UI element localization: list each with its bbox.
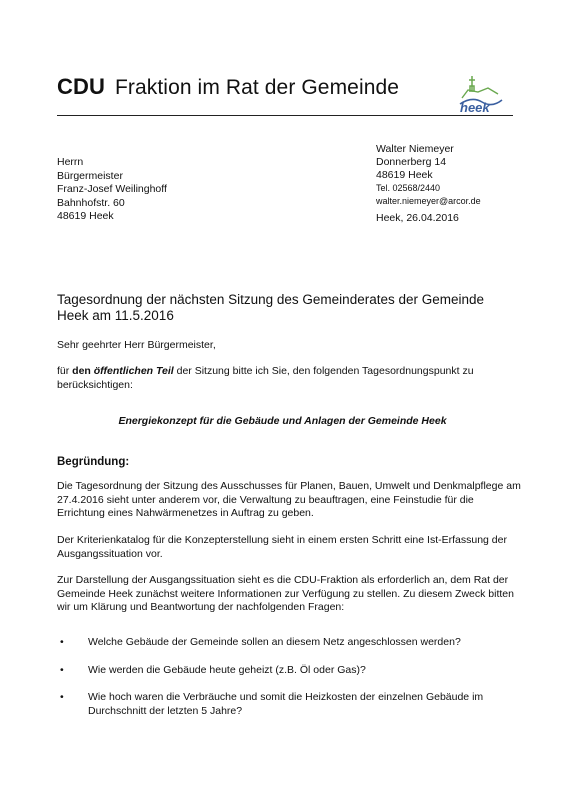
letter-date: Heek, 26.04.2016	[376, 212, 459, 224]
request-emphasis: den	[72, 365, 94, 377]
salutation: Sehr geehrter Herr Bürgermeister,	[57, 339, 216, 351]
letter-subject: Tagesordnung der nächsten Sitzung des Gemeinderates der Gemeinde Heek am 11.5.2016	[57, 292, 485, 323]
question-text: Wie werden die Gebäude heute geheizt (z.B. Öl oder Gas)?	[88, 663, 366, 676]
recipient-line: Herrn	[57, 156, 84, 168]
body-paragraph: Die Tagesordnung der Sitzung des Ausschusses für Planen, Bauen, Umwelt und Denkmalpflege am 27.4.2016 sieht unter anderem vor, die Verwaltung zu beauftragen, eine Feinstudie für die Errichtung eines Nahwärmenetzes in Auftrag zu geben.	[57, 480, 521, 519]
sender-city: 48619 Heek	[376, 169, 433, 181]
recipient-line: Franz-Josef Weilinghoff	[57, 183, 167, 195]
sender-address	[376, 143, 481, 208]
party-name: CDU	[57, 74, 105, 99]
bullet-icon: •	[60, 663, 64, 676]
recipient-line: Bahnhofstr. 60	[57, 196, 125, 209]
bullet-icon: •	[60, 636, 64, 648]
agenda-item: Energiekonzept für die Gebäude und Anlagen der Gemeinde Heek	[118, 415, 447, 427]
request-text: für	[57, 365, 73, 377]
sender-street: Donnerberg 14	[376, 156, 447, 168]
reason-heading: Begründung:	[57, 456, 130, 468]
recipient-line: 48619 Heek	[57, 210, 114, 222]
list-item	[57, 636, 527, 650]
list-item	[57, 664, 527, 678]
list-item	[57, 691, 527, 718]
sender-name: Walter Niemeyer	[376, 143, 454, 155]
recipient-address	[57, 156, 167, 224]
request-emphasis-italic: öffentlichen Teil	[93, 365, 174, 377]
letterhead-title	[57, 74, 399, 100]
request-paragraph	[57, 365, 522, 392]
recipient-line: Bürgermeister	[57, 169, 123, 182]
header-divider	[57, 115, 513, 116]
letterhead	[57, 72, 513, 112]
request-text: der Sitzung bitte ich Sie, den folgenden Tagesordnungspunkt zu berücksichtigen:	[57, 365, 474, 391]
question-text: Wie hoch waren die Verbräuche und somit die Heizkosten der einzelnen Gebäude im Durchschnitt der letzten 5 Jahre?	[88, 691, 484, 717]
bullet-icon: •	[60, 691, 64, 703]
sender-phone: Tel. 02568/2440	[376, 183, 441, 193]
question-text: Welche Gebäude der Gemeinde sollen an diesem Netz angeschlossen werden?	[88, 636, 461, 648]
body-paragraph: Zur Darstellung der Ausgangssituation sieht es die CDU-Fraktion als erforderlich an, dem Rat der Gemeinde Heek zunächst weitere Informationen zur Verfügung zu stellen. Zu diesem Zweck bitten wir um Klärung und Beantwortung der nachfolgenden Fragen:	[57, 574, 514, 613]
logo-text: heek	[460, 100, 490, 115]
sender-email: walter.niemeyer@arcor.de	[376, 196, 481, 206]
body-paragraph: Der Kriterienkatalog für die Konzepterstellung sieht in einem ersten Schritt eine Ist-Erfassung der Ausgangssituation vor.	[57, 534, 507, 560]
letterhead-subtitle: Fraktion im Rat der Gemeinde	[114, 76, 400, 99]
question-list	[57, 636, 527, 732]
